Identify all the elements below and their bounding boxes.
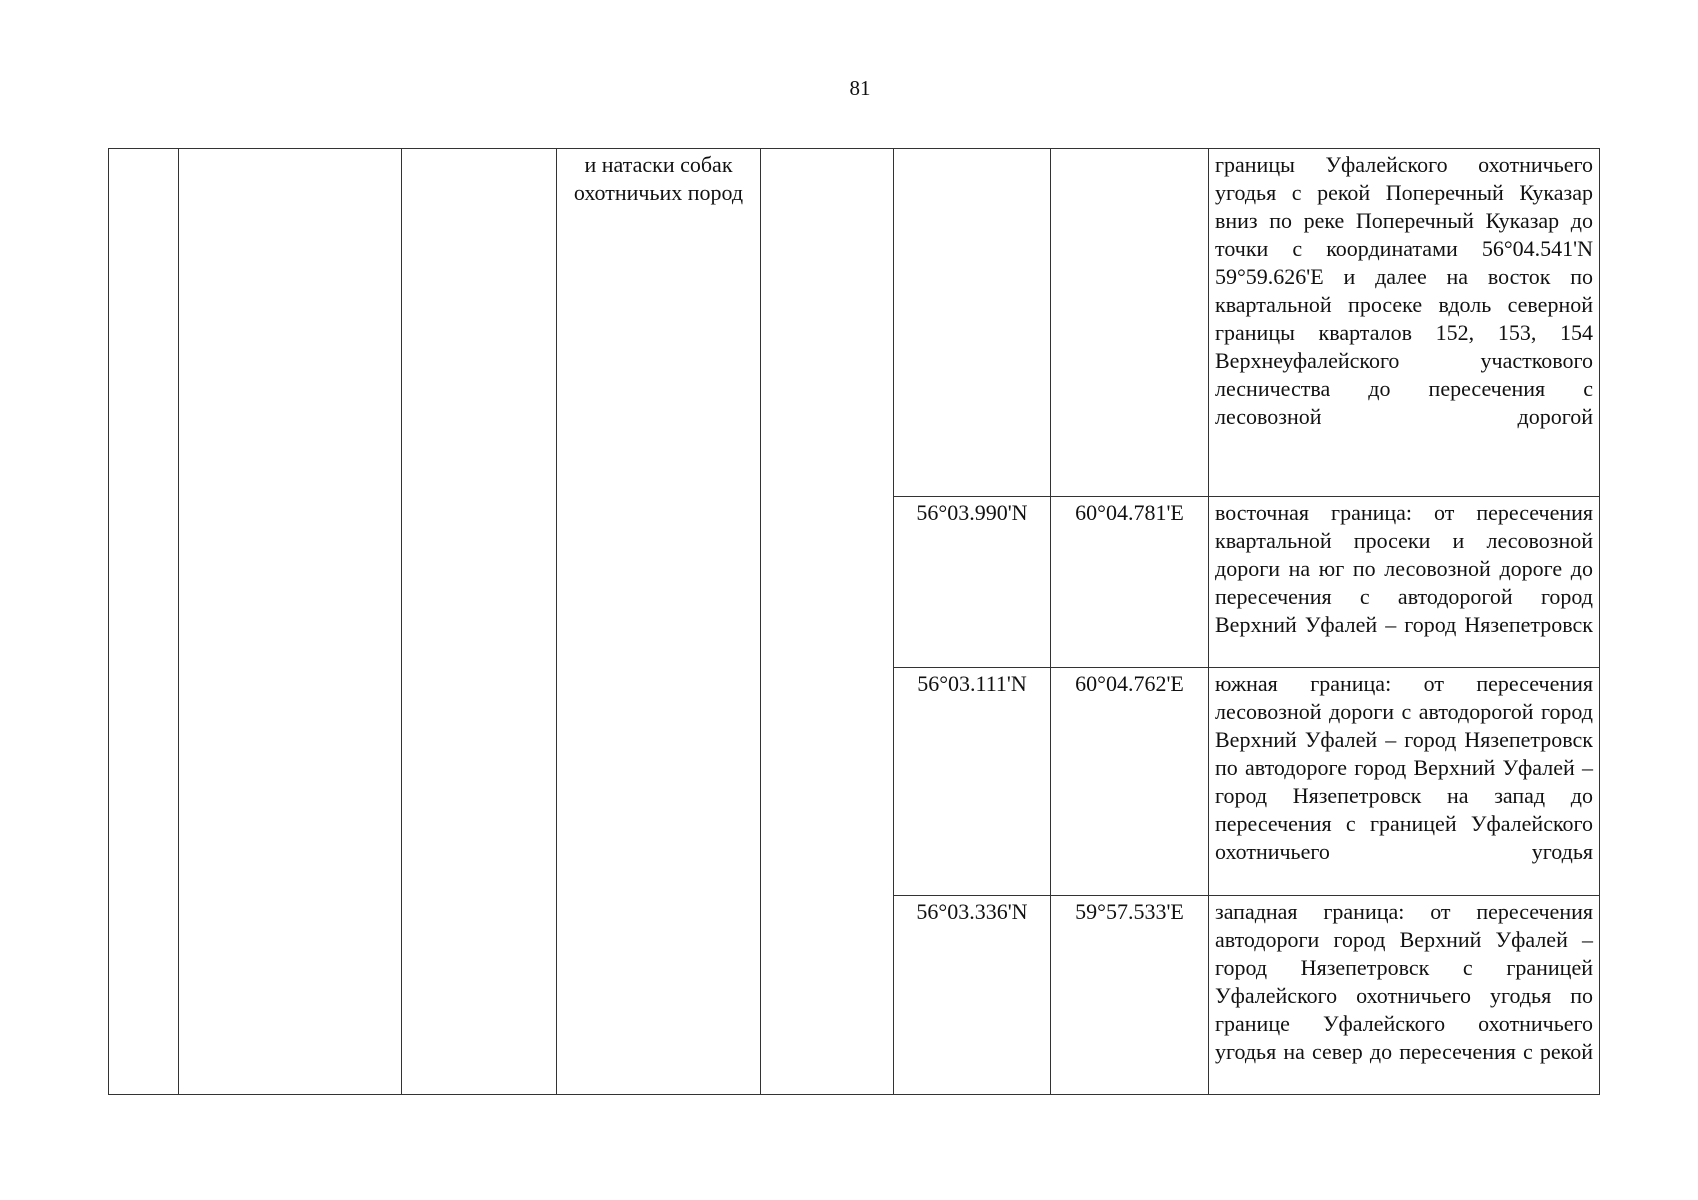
table-cell-col2	[179, 149, 402, 1095]
boundary-description-cell: западная граница: от пересечения автодороги город Верхний Уфалей – город Нязепетровск с границей Уфалейского охотничьего угодья по границе Уфалейского охотничьего угодья на север до пересечения с рекой	[1209, 896, 1600, 1095]
latitude-cell	[894, 149, 1051, 497]
boundary-description-cell: южная граница: от пересечения лесовозной дороги с автодорогой город Верхний Уфалей – город Нязепетровск по автодороге город Верхний Уфалей – город Нязепетровск на запад до пересечения с границей Уфалейского охотничьего угодья	[1209, 668, 1600, 896]
longitude-cell: 60°04.762'E	[1051, 668, 1209, 896]
table-cell-col3	[402, 149, 557, 1095]
longitude-cell: 60°04.781'E	[1051, 497, 1209, 668]
hunting-grounds-table	[108, 148, 1600, 1095]
table-cell-col1	[109, 149, 179, 1095]
latitude-cell: 56°03.990'N	[894, 497, 1051, 668]
table-cell-col5	[761, 149, 894, 1095]
latitude-cell: 56°03.336'N	[894, 896, 1051, 1095]
table-cell-purpose: и натаски собак охотничьих пород	[557, 149, 761, 1095]
table-row	[109, 149, 1600, 497]
latitude-cell: 56°03.111'N	[894, 668, 1051, 896]
page-number: 81	[849, 76, 871, 100]
longitude-cell	[1051, 149, 1209, 497]
boundary-description-cell: восточная граница: от пересечения квартальной просеки и лесовозной дороги на юг по лесовозной дороге до пересечения с автодорогой город Верхний Уфалей – город Нязепетровск	[1209, 497, 1600, 668]
boundary-description-cell: границы Уфалейского охотничьего угодья с рекой Поперечный Куказар вниз по реке Поперечный Куказар до точки с координатами 56°04.541'N 59°59.626'E и далее на восток по квартальной просеке вдоль северной границы кварталов 152, 153, 154 Верхнеуфалейского участкового лесничества до пересечения с лесовозной дорогой	[1209, 149, 1600, 497]
longitude-cell: 59°57.533'E	[1051, 896, 1209, 1095]
